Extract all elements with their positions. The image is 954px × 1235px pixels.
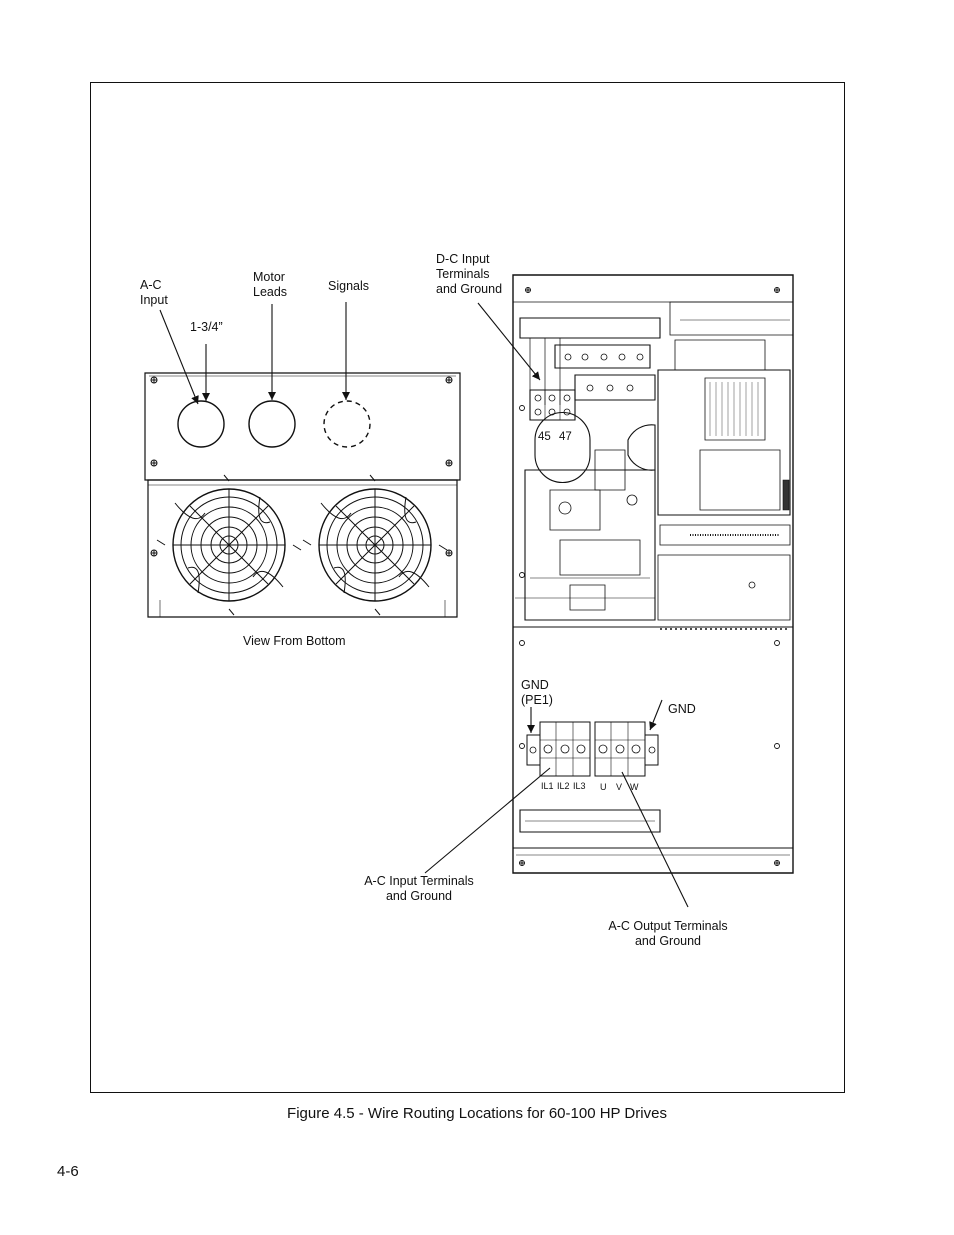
terminal-v: V — [616, 782, 623, 792]
label-view-from-bottom: View From Bottom — [243, 634, 346, 648]
label-ac-output-terminals: A-C Output Terminals and Ground — [608, 919, 728, 948]
label-ac-input-terminals: A-C Input Terminals and Ground — [364, 874, 474, 903]
fan-right — [303, 475, 447, 615]
motor-leads-hole — [249, 401, 295, 447]
label-gnd-pe1: GND (PE1) — [521, 678, 553, 707]
terminal-w: W — [630, 782, 639, 792]
page-number: 4-6 — [57, 1163, 79, 1180]
terminal-u: U — [600, 782, 607, 792]
label-dc-input-terminals: D-C Input Terminals and Ground — [436, 252, 503, 296]
label-motor-leads: Motor Leads — [253, 270, 288, 299]
label-signals: Signals — [328, 279, 369, 293]
fan-left — [157, 475, 301, 615]
signals-knockout — [324, 401, 370, 447]
bottom-view-drawing — [145, 373, 460, 617]
figure-caption: Figure 4.5 - Wire Routing Locations for 60-100 HP Drives — [287, 1105, 667, 1122]
ac-input-hole — [178, 401, 224, 447]
label-ac-input: A-C Input — [140, 278, 168, 307]
terminal-47: 47 — [559, 431, 572, 443]
ac-terminal-blocks — [527, 722, 658, 776]
terminal-il3: IL3 — [573, 781, 586, 791]
terminal-il1: IL1 — [541, 781, 554, 791]
terminal-45: 45 — [538, 431, 551, 443]
terminal-il2: IL2 — [557, 781, 570, 791]
label-gnd: GND — [668, 702, 696, 716]
screw-icon — [151, 377, 452, 556]
label-hole-dimension: 1-3/4” — [190, 320, 223, 334]
drive-front-view — [513, 275, 793, 873]
